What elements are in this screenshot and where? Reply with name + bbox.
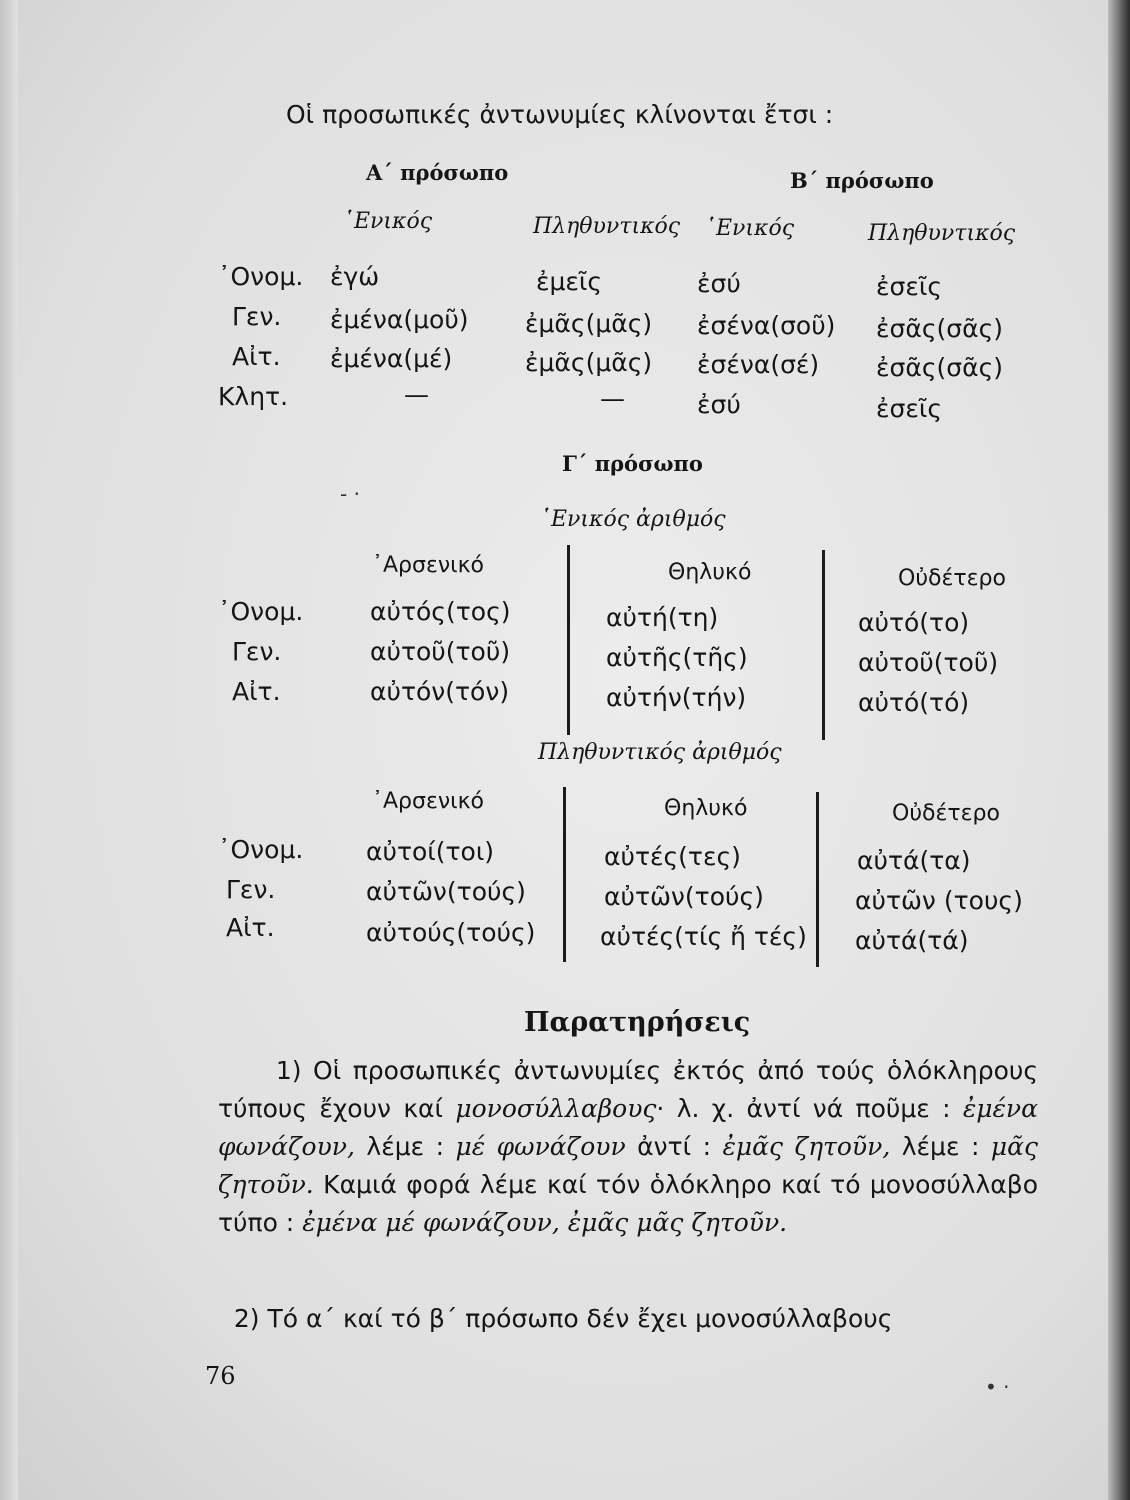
gender-feminine: Θηλυκό (664, 796, 748, 821)
cell: ἐσύ (697, 269, 741, 298)
cell: ἐσεῖς (876, 272, 943, 301)
cell: ἐγώ (330, 262, 380, 291)
cell: αὐτοί(τοι) (366, 837, 495, 866)
cell: αὐτές(τίς ἤ τές) (600, 922, 807, 951)
case-label: Γεν. (232, 637, 282, 666)
case-label: Γεν. (226, 875, 276, 904)
second-plural-label: Πληθυντικός (868, 221, 1016, 246)
cell: αὐτῶν (τους) (855, 886, 1023, 915)
case-label: ᾽Ονομ. (218, 597, 304, 626)
cell: ἐμένα(μέ) (330, 344, 453, 373)
case-label: ᾽Ονομ. (218, 262, 304, 291)
notes-heading: Παρατηρήσεις (524, 1007, 751, 1038)
first-singular-label: ῾Ενικός (343, 209, 433, 234)
gender-feminine: Θηλυκό (668, 560, 752, 585)
gender-masculine: ᾽Αρσενικό (372, 553, 485, 578)
note-italic: ἐμᾶς ζητοῦν, (722, 1132, 891, 1161)
cell: αὐτούς(τούς) (366, 918, 536, 947)
cell: αὐτῆς(τῆς) (606, 643, 748, 672)
second-person-heading: Β΄ πρόσωπο (790, 168, 934, 193)
cell: αὐτά(τα) (857, 846, 971, 875)
note-italic: μονοσύλλαβους (455, 1094, 657, 1123)
first-plural-label: Πληθυντικός (533, 214, 681, 239)
cell: ἐσεῖς (876, 394, 943, 423)
gender-neuter: Οὐδέτερο (898, 566, 1006, 591)
note-italic: ἐμένα φωνάζουν, (218, 1094, 1038, 1161)
third-plural-label: Πληθυντικός ἀριθμός (538, 740, 782, 765)
cell: ἐσύ (697, 390, 741, 419)
cell: αὐτῶν(τούς) (366, 877, 526, 906)
case-label: Αἰτ. (226, 913, 275, 942)
cell: αὐτόν(τόν) (370, 677, 510, 706)
cell: — (600, 384, 625, 413)
cell: αὐτά(τά) (855, 926, 969, 955)
page-gutter (0, 0, 18, 1500)
cell: αὐτῶν(τούς) (604, 882, 764, 911)
column-divider (816, 792, 819, 967)
cell: αὐτός(τος) (370, 597, 511, 626)
second-singular-label: ῾Ενικός (705, 216, 795, 241)
gender-neuter: Οὐδέτερο (892, 801, 1000, 826)
column-divider (563, 787, 566, 962)
cell: ἐσᾶς(σᾶς) (876, 314, 1004, 343)
first-person-heading: Α΄ πρόσωπο (366, 160, 509, 185)
cell: αὐτές(τες) (604, 842, 741, 871)
third-person-heading: Γ΄ πρόσωπο (562, 451, 703, 476)
cell: ἐσᾶς(σᾶς) (876, 353, 1004, 382)
note-text: 2) Τό α΄ καί τό β΄ πρόσωπο δέν ἔχει μονοσύλλαβους (233, 1304, 893, 1333)
cell: αὐτή(τη) (606, 603, 719, 632)
column-divider (822, 550, 825, 740)
cell: ἐσένα(σοῦ) (697, 311, 836, 340)
cell: ἐμᾶς(μᾶς) (525, 309, 653, 338)
case-label: Κλητ. (218, 382, 289, 411)
note-paragraph-2 (218, 1300, 1038, 1338)
case-label: Γεν. (232, 302, 282, 331)
cell: ἐσένα(σέ) (697, 350, 820, 379)
cell: αὐτοῦ(τοῦ) (858, 648, 999, 677)
note-italic: μέ φωνάζουν (455, 1132, 626, 1161)
intro-line: Οἱ προσωπικές ἀντωνυμίες κλίνονται ἔτσι : (286, 100, 834, 129)
note-paragraph-1 (218, 1052, 1038, 1242)
cell: αὐτό(τό) (858, 688, 970, 717)
speck-mark: - · (340, 482, 360, 506)
cell: ἐμᾶς(μᾶς) (525, 348, 653, 377)
cell: ἐμένα(μοῦ) (330, 305, 469, 334)
note-text: 1) Οἱ προσωπικές ἀντωνυμίες ἐκτός ἀπό τούς ὁλόκληρους τύπους ἔχουν καί (218, 1056, 1039, 1123)
cell: αὐτοῦ(τοῦ) (370, 637, 511, 666)
case-label: ᾽Ονομ. (218, 835, 304, 864)
page-number: 76 (205, 1362, 236, 1390)
third-singular-label: ῾Ενικός ἀριθμός (540, 507, 726, 532)
cell: αὐτήν(τήν) (606, 683, 747, 712)
note-text: Καμιά φορά λέμε καί τόν ὁλόκληρο καί τό μονοσύλλαβο τύπο : (218, 1170, 1038, 1237)
note-text: λέμε : (890, 1132, 991, 1161)
note-italic: ἐμένα μέ φωνάζουν, ἐμᾶς μᾶς ζητοῦν. (302, 1208, 788, 1237)
cell: — (404, 380, 429, 409)
note-text: · λ. χ. ἀντί νά ποῦμε : (656, 1094, 963, 1123)
book-spine-shadow (1108, 0, 1130, 1500)
column-divider (567, 545, 570, 735)
cell: αὐτό(το) (858, 608, 970, 637)
note-text: ἀντί : (625, 1132, 723, 1161)
speck-mark: • · (985, 1375, 1010, 1399)
note-text: λέμε : (354, 1132, 456, 1161)
gender-masculine: ᾽Αρσενικό (372, 789, 485, 814)
case-label: Αἰτ. (232, 342, 281, 371)
case-label: Αἰτ. (232, 677, 281, 706)
cell: ἐμεῖς (536, 267, 603, 296)
note-italic: μᾶς ζητοῦν. (218, 1132, 1039, 1199)
